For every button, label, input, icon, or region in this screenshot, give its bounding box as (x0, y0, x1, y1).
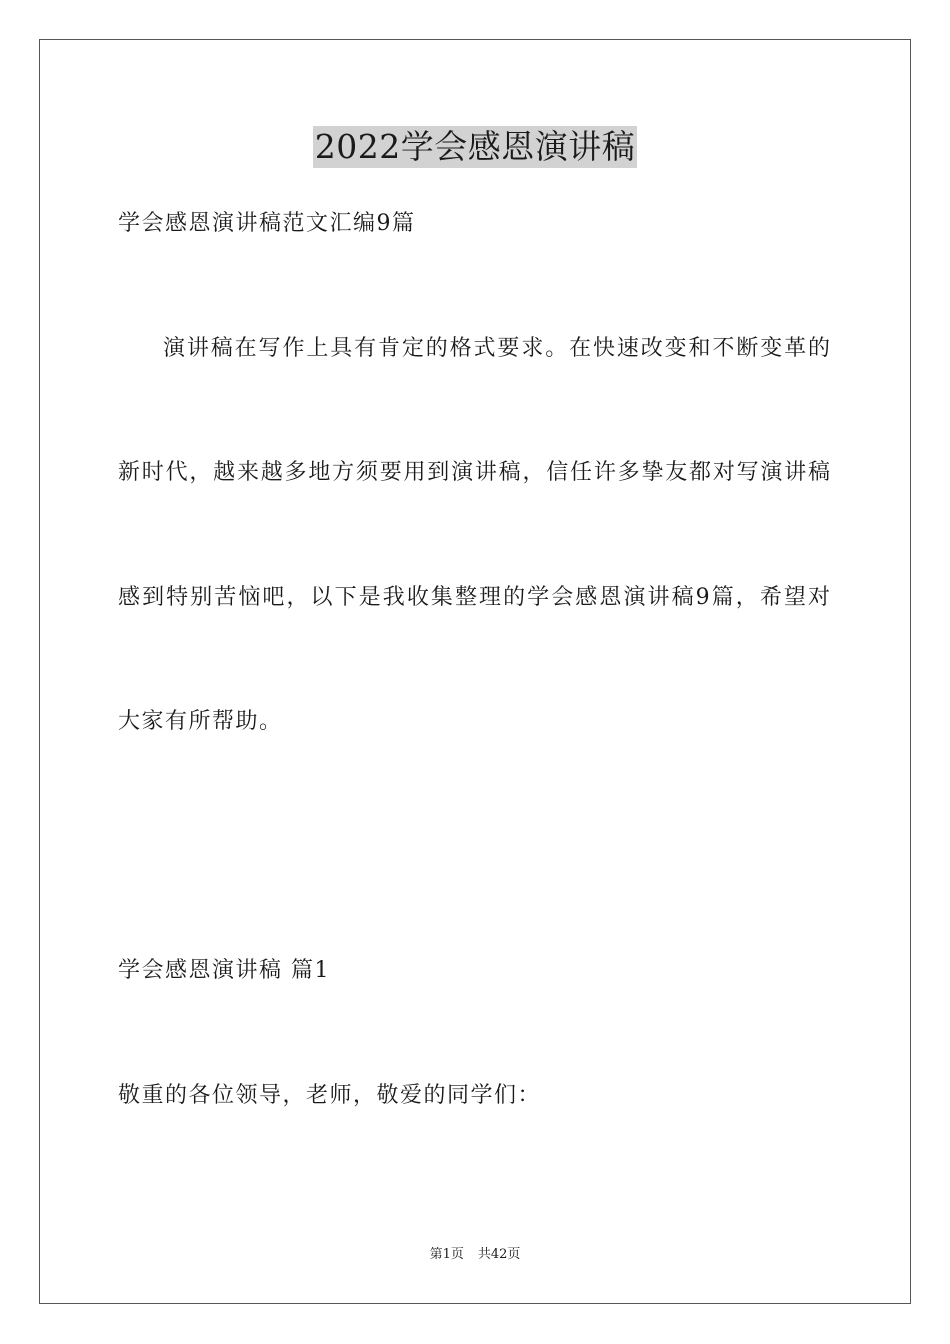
intro-line-1: 演讲稿在写作上具有肯定的格式要求。在快速改变和不断变革的 (163, 336, 830, 361)
document-subtitle: 学会感恩演讲稿范文汇编9篇 (118, 211, 416, 236)
greeting-line: 敬重的各位领导，老师，敬爱的同学们： (118, 1083, 542, 1108)
intro-line-3: 感到特别苦恼吧，以下是我收集整理的学会感恩演讲稿9篇，希望对 (118, 585, 830, 610)
intro-line-4: 大家有所帮助。 (118, 709, 283, 734)
page-number: 第1页 (429, 1247, 464, 1262)
document-title: 2022学会感恩演讲稿 (314, 127, 636, 166)
section-heading: 学会感恩演讲稿 篇1 (118, 958, 330, 983)
page-footer (0, 1246, 950, 1264)
intro-line-2: 新时代，越来越多地方须要用到演讲稿，信任许多挚友都对写演讲稿 (118, 460, 830, 485)
total-pages: 共42页 (477, 1247, 521, 1262)
document-title-container (0, 126, 950, 168)
